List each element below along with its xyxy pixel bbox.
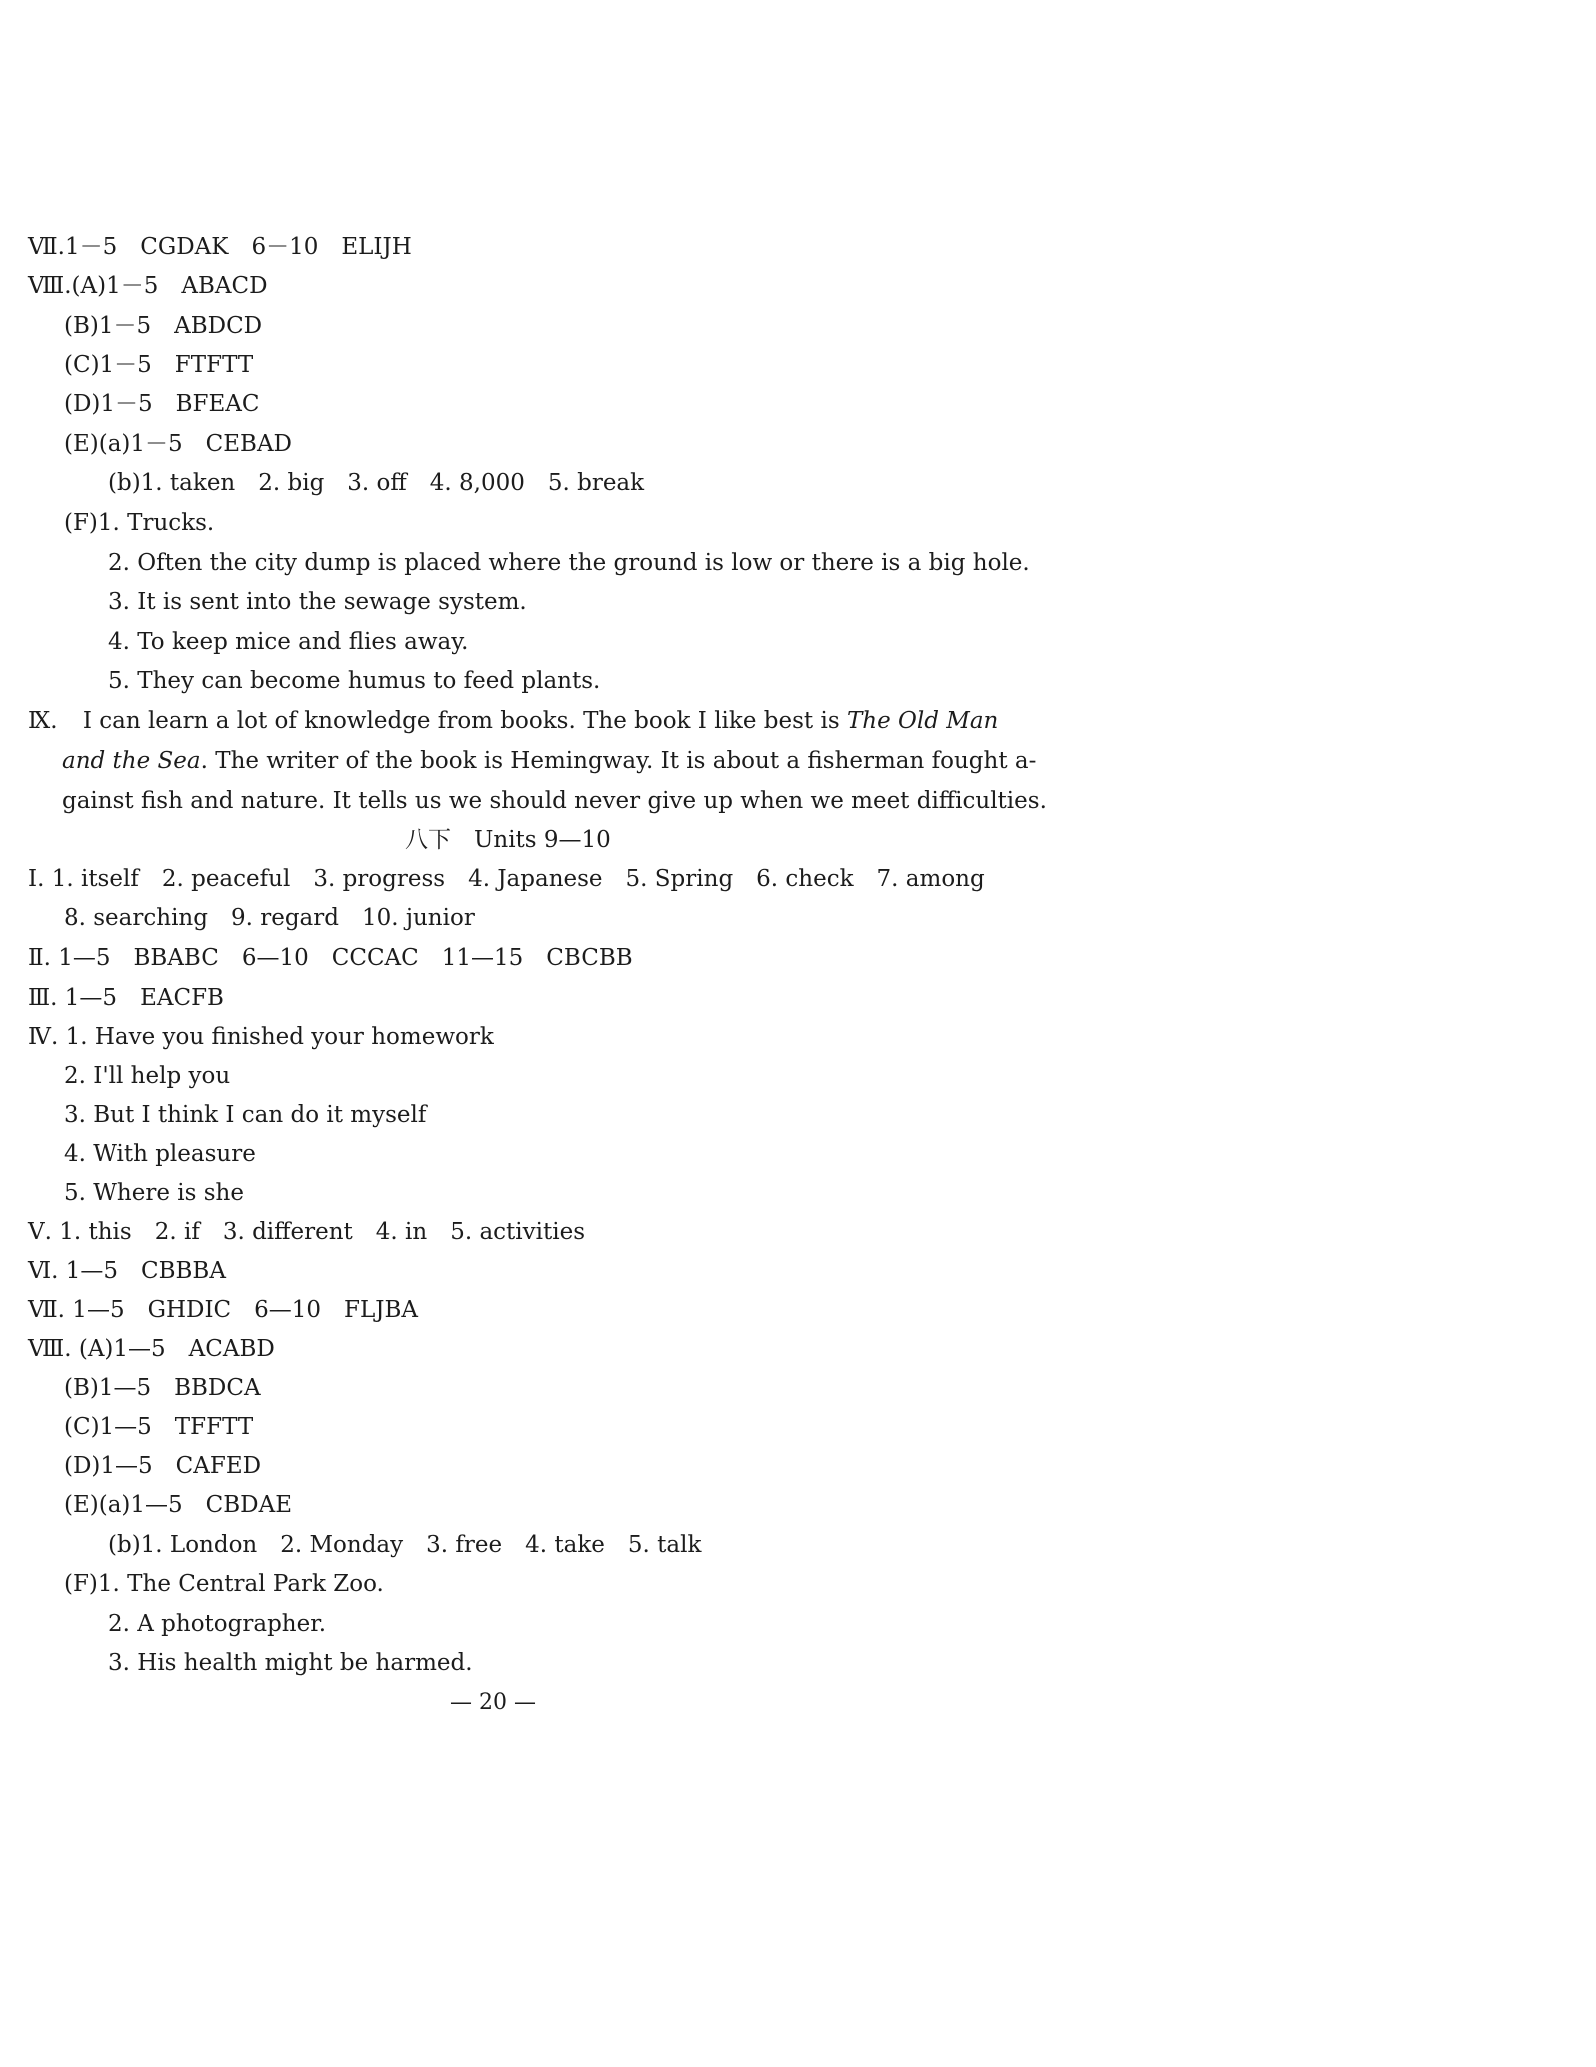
answer-line-vii: Ⅶ.1－5 CGDAK 6－10 ELIJH xyxy=(28,234,412,260)
essay-text-1: I can learn a lot of knowledge from books. The book I like best is xyxy=(82,708,847,734)
book-title-part-2: and the Sea xyxy=(62,748,201,774)
answer-line-viii-e-b: (b)1. taken 2. big 3. off 4. 8,000 5. break xyxy=(108,470,645,496)
book-title-part-1: The Old Man xyxy=(846,708,999,734)
answer-line-viii-f4: 4. To keep mice and flies away. xyxy=(108,629,469,655)
answer-line-v: Ⅴ. 1. this 2. if 3. different 4. in 5. activities xyxy=(28,1219,586,1245)
answer-line-viii-e-b-2: (b)1. London 2. Monday 3. free 4. take 5. talk xyxy=(108,1532,702,1558)
answer-line-viii-a-2: Ⅷ. (A)1—5 ACABD xyxy=(28,1336,275,1362)
answer-line-viii-f3: 3. It is sent into the sewage system. xyxy=(108,589,527,615)
answer-line-viii-a: Ⅷ.(A)1－5 ABACD xyxy=(28,273,268,299)
answer-line-viii-e-a: (E)(a)1－5 CEBAD xyxy=(64,431,293,457)
section-title: 八下 Units 9—10 xyxy=(405,827,611,853)
answer-line-vi: Ⅵ. 1—5 CBBBA xyxy=(28,1258,226,1284)
answer-line-iv-3: 3. But I think I can do it myself xyxy=(64,1102,427,1128)
answer-line-viii-f3-2: 3. His health might be harmed. xyxy=(108,1650,473,1676)
answer-line-ii: Ⅱ. 1—5 BBABC 6—10 CCCAC 11—15 CBCBB xyxy=(28,945,633,971)
answer-line-i-1: Ⅰ. 1. itself 2. peaceful 3. progress 4. Japanese 5. Spring 6. check 7. among xyxy=(28,866,985,892)
page-number: — 20 — xyxy=(450,1690,536,1715)
answer-line-viii-e-a-2: (E)(a)1—5 CBDAE xyxy=(64,1492,293,1518)
answer-line-viii-f1: (F)1. Trucks. xyxy=(64,510,215,536)
answer-line-iv-1: Ⅳ. 1. Have you finished your homework xyxy=(28,1024,494,1050)
answer-line-viii-c-2: (C)1—5 TFFTT xyxy=(64,1414,254,1440)
essay-line-3: gainst fish and nature. It tells us we should never give up when we meet difficulties. xyxy=(62,788,1047,814)
answer-line-iv-4: 4. With pleasure xyxy=(64,1141,256,1167)
answer-line-viii-b-2: (B)1—5 BBDCA xyxy=(64,1375,261,1401)
answer-line-viii-d: (D)1－5 BFEAC xyxy=(64,391,260,417)
answer-line-viii-f2: 2. Often the city dump is placed where the ground is low or there is a big hole. xyxy=(108,550,1030,576)
answer-line-viii-f5: 5. They can become humus to feed plants. xyxy=(108,668,601,694)
answer-line-iii: Ⅲ. 1—5 EACFB xyxy=(28,985,224,1011)
answer-line-iv-2: 2. I'll help you xyxy=(64,1063,231,1089)
answer-line-viii-b: (B)1－5 ABDCD xyxy=(64,313,263,339)
answer-line-i-2: 8. searching 9. regard 10. junior xyxy=(64,905,475,931)
essay-line-2 xyxy=(62,746,1036,776)
essay-label: Ⅸ. xyxy=(28,708,58,734)
essay-text-2: . The writer of the book is Hemingway. It is about a fisherman fought a- xyxy=(200,748,1037,774)
answer-line-viii-c: (C)1－5 FTFTT xyxy=(64,352,254,378)
answer-line-viii-f2-2: 2. A photographer. xyxy=(108,1611,327,1637)
answer-line-vii-2: Ⅶ. 1—5 GHDIC 6—10 FLJBA xyxy=(28,1297,418,1323)
answer-line-viii-d-2: (D)1—5 CAFED xyxy=(64,1453,262,1479)
answer-line-iv-5: 5. Where is she xyxy=(64,1180,244,1206)
essay-line-1 xyxy=(28,706,998,736)
answer-line-viii-f1-2: (F)1. The Central Park Zoo. xyxy=(64,1571,384,1597)
